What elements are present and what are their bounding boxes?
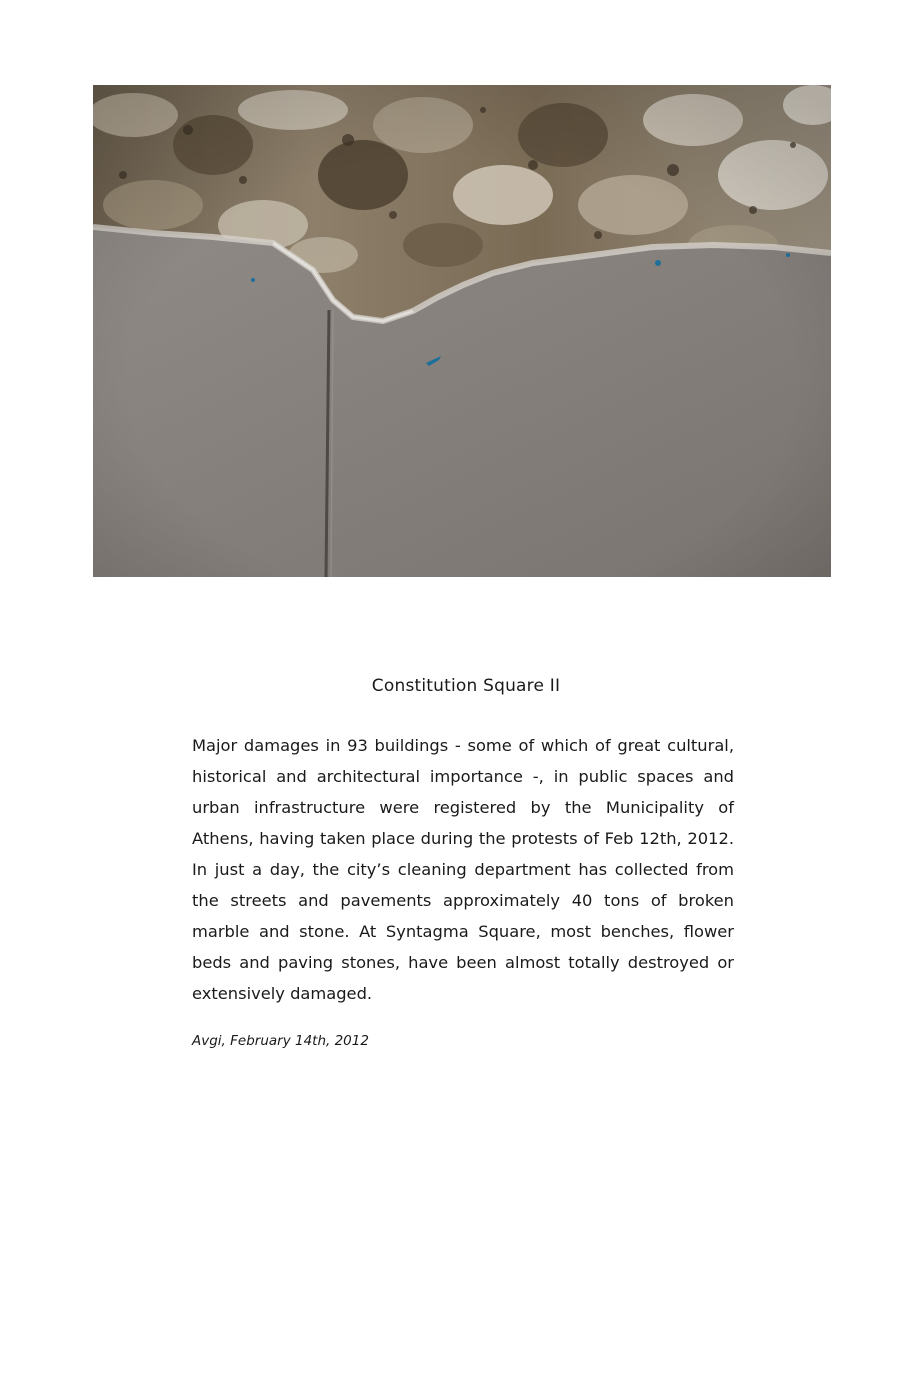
caption-paragraph: Major damages in 93 buildings - some of which of great cultural, historical and architectural importance -, in public spaces and urban infrastructure were registered by the Municipality of Athens, having taken place during the protests of Feb 12th, 2012. In just a day, the city’s cleaning department has collected from the streets and pavements approximately 40 tons of broken marble and stone. At Syntagma Square, most benches, flower beds and paving stones, have been almost totally destroyed or extensively damaged.: [192, 736, 734, 1003]
photograph: [93, 85, 831, 577]
marble-wall-photo: [93, 85, 831, 577]
photo-title: Constitution Square II: [371, 676, 561, 696]
source-citation: Avgi, February 14th, 2012: [192, 1033, 369, 1049]
